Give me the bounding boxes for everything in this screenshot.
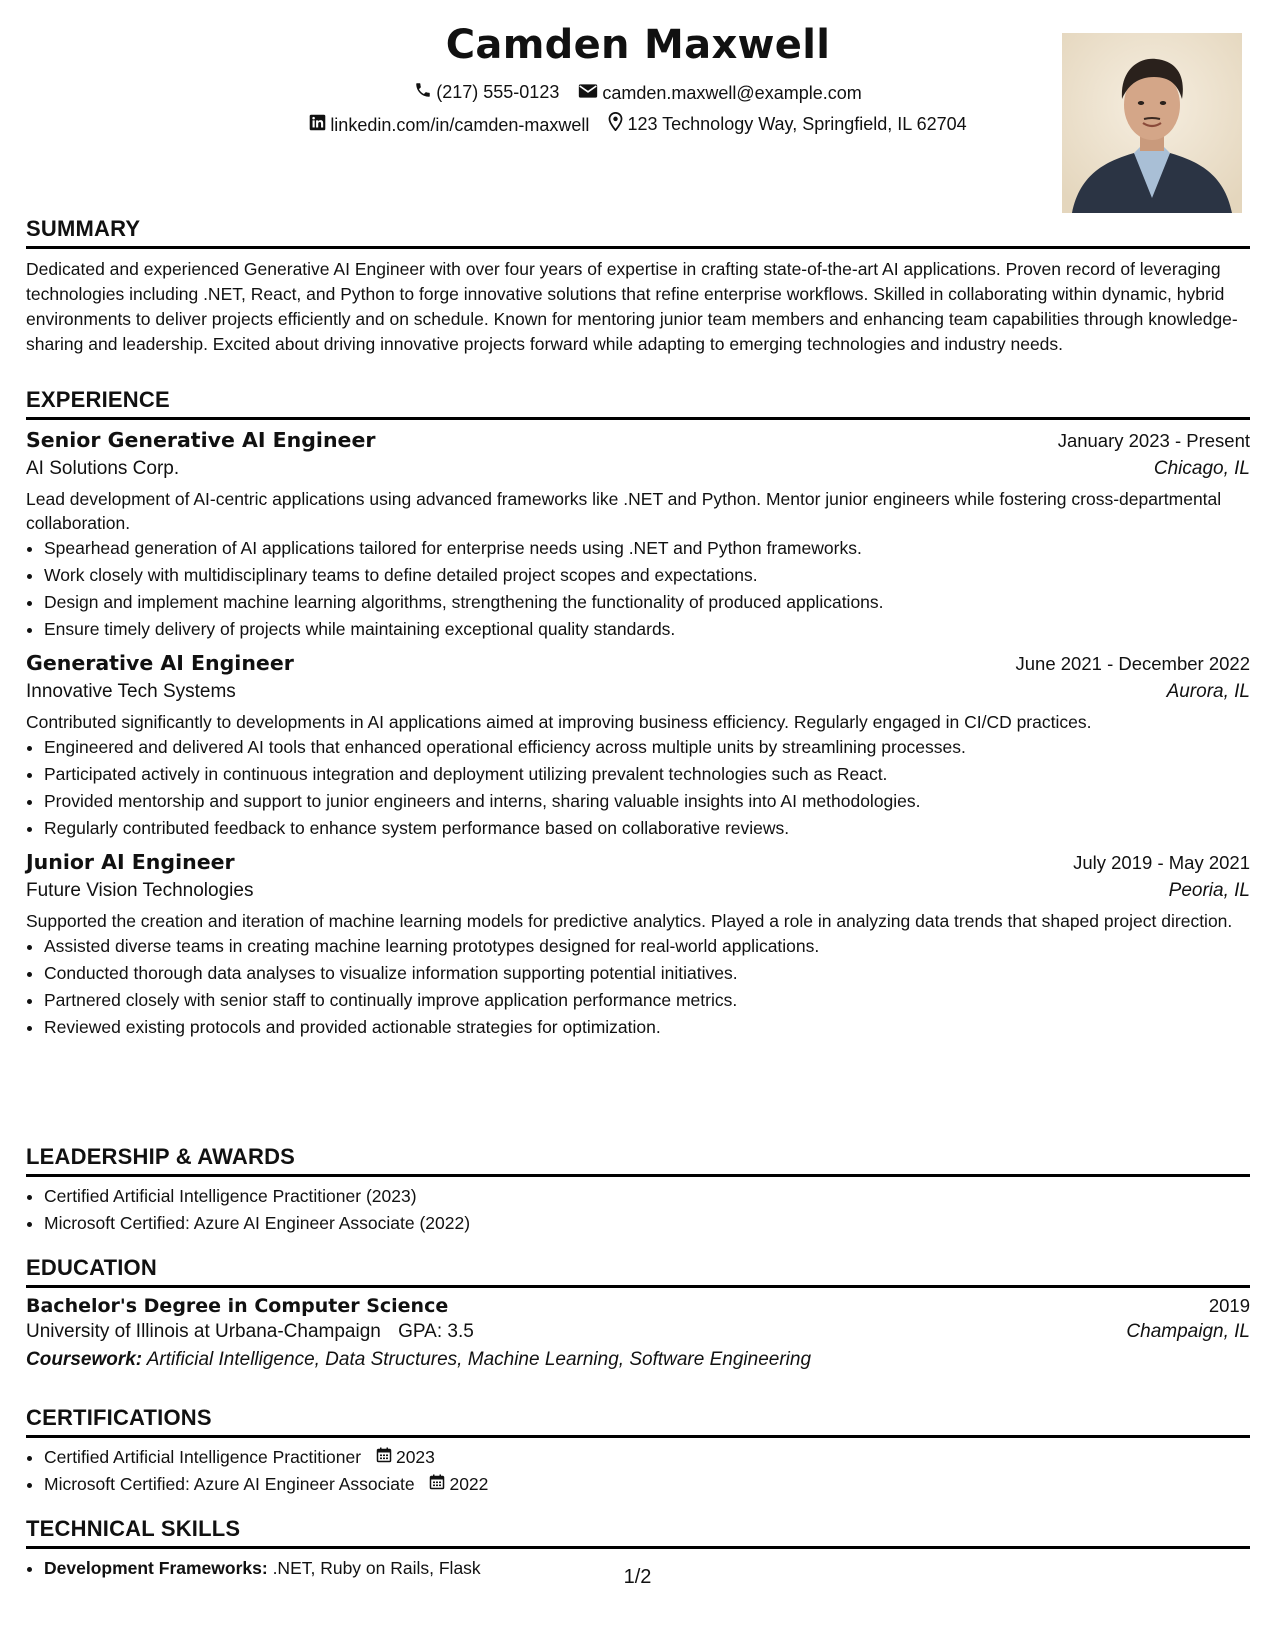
job-title: Junior AI Engineer [26,850,235,874]
job-title: Senior Generative AI Engineer [26,428,376,452]
list-item: • Engineered and delivered AI tools that enhanced operational efficiency across multiple units by streamlining processes. [44,734,1250,761]
job-bullets [26,933,1250,1041]
experience-section [26,387,1250,1041]
gpa: GPA: 3.5 [398,1321,474,1342]
page-number: 1/2 [623,1566,652,1588]
job-entry [26,651,1250,842]
job-title: Generative AI Engineer [26,651,294,675]
certifications-list [26,1444,1250,1498]
coursework-label: Coursework: [26,1349,143,1370]
phone-number: (217) 555-0123 [436,82,560,102]
list-item: • Design and implement machine learning algorithms, strengthening the functionality of produced applications. [44,589,1250,616]
job-location: Chicago, IL [1153,458,1250,479]
company-name: Innovative Tech Systems [26,681,236,702]
email-contact[interactable] [578,83,861,104]
list-item [44,1471,1250,1498]
education-section [26,1255,1250,1371]
phone-icon [414,81,436,104]
technical-skills-heading: TECHNICAL SKILLS [26,1516,1250,1549]
summary-text: Dedicated and experienced Generative AI Engineer with over four years of expertise in crafting state-of-the-art AI applications. Proven record of leveraging technologies including .NET, React, and Python to forge innovative solutions that refine enterprise workflows. Skilled in collaborating within dynamic, hybrid environments to deliver projects efficiently and on schedule. Known for mentoring junior team members and enhancing team capabilities through knowledge-sharing and leadership. Excited about driving innovative projects forward while adapting to emerging technologies and industry needs. [26,259,1238,354]
certification-year: 2023 [395,1447,435,1467]
linkedin-contact[interactable] [309,114,589,136]
certifications-section [26,1405,1250,1498]
profile-photo [1062,33,1242,213]
list-item: • Regularly contributed feedback to enhance system performance based on collaborative reviews. [44,815,1250,842]
company-name: AI Solutions Corp. [26,458,180,479]
job-bullets [26,734,1250,842]
degree-title: Bachelor's Degree in Computer Science [26,1295,449,1317]
coursework-list: Artificial Intelligence, Data Structures, Machine Learning, Software Engineering [146,1349,812,1370]
list-item: • Work closely with multidisciplinary teams to define detailed project scopes and expectations. [44,562,1250,589]
list-item: • Participated actively in continuous integration and deployment utilizing prevalent technologies such as React. [44,761,1250,788]
resume-header [26,0,1250,216]
summary-section [26,216,1250,357]
linkedin-url[interactable]: linkedin.com/in/camden-maxwell [330,114,590,135]
job-location: Peoria, IL [1168,880,1250,901]
resume-page [26,0,1250,1578]
list-item [44,1444,1250,1471]
envelope-icon [578,83,602,104]
list-item: • Provided mentorship and support to junior engineers and interns, sharing valuable insights into AI methodologies. [44,788,1250,815]
job-dates: June 2021 - December 2022 [1015,653,1250,674]
skill-category-label: Development Frameworks: [44,1558,268,1578]
list-item: • Partnered closely with senior staff to continually improve application performance metrics. [44,987,1250,1014]
certification-name: Microsoft Certified: Azure AI Engineer Associate [44,1474,415,1494]
leadership-heading: LEADERSHIP & AWARDS [26,1144,1250,1177]
job-description: Contributed significantly to developments in AI applications aimed at improving business efficiency. Regularly engaged in CI/CD practices. [26,712,1092,732]
company-name: Future Vision Technologies [26,880,254,901]
job-bullets [26,535,1250,643]
phone-contact [414,81,559,104]
address-contact [608,112,966,136]
school-location: Champaign, IL [1126,1321,1250,1342]
education-heading: EDUCATION [26,1255,1250,1288]
graduation-year: 2019 [1208,1295,1250,1316]
job-dates: July 2019 - May 2021 [1073,852,1250,873]
calendar-icon [376,1444,396,1471]
certification-year: 2022 [449,1474,489,1494]
list-item: • Assisted diverse teams in creating machine learning prototypes designed for real-world applications. [44,933,1250,960]
linkedin-icon [309,114,330,136]
candidate-name: Camden Maxwell [445,22,831,68]
awards-list [26,1183,1250,1237]
street-address: 123 Technology Way, Springfield, IL 62704 [627,113,967,134]
email-address[interactable]: camden.maxwell@example.com [602,83,862,103]
certification-name: Certified Artificial Intelligence Practitioner [44,1447,362,1467]
school-name: University of Illinois at Urbana-Champaign [26,1321,381,1342]
list-item: • Conducted thorough data analyses to visualize information supporting potential initiatives. [44,960,1250,987]
leadership-section [26,1144,1250,1237]
job-dates: January 2023 - Present [1057,430,1250,451]
job-entry [26,428,1250,643]
job-location: Aurora, IL [1166,681,1250,702]
coursework [26,1349,1250,1371]
list-item: • Certified Artificial Intelligence Practitioner (2023) [44,1183,1250,1210]
map-pin-icon [608,112,627,136]
summary-heading: SUMMARY [26,216,1250,249]
list-item: • Ensure timely delivery of projects while maintaining exceptional quality standards. [44,616,1250,643]
skill-values: .NET, Ruby on Rails, Flask [272,1558,481,1578]
job-description: Lead development of AI-centric applications using advanced frameworks like .NET and Python. Mentor junior engineers while fostering cross-departmental collaboration. [26,489,1222,533]
list-item: • Reviewed existing protocols and provided actionable strategies for optimization. [44,1014,1250,1041]
experience-heading: EXPERIENCE [26,387,1250,420]
certifications-heading: CERTIFICATIONS [26,1405,1250,1438]
list-item: • Microsoft Certified: Azure AI Engineer Associate (2022) [44,1210,1250,1237]
job-entry [26,850,1250,1041]
calendar-icon [429,1471,449,1498]
list-item: • Spearhead generation of AI applications tailored for enterprise needs using .NET and Python frameworks. [44,535,1250,562]
job-description: Supported the creation and iteration of machine learning models for predictive analytics. Played a role in analyzing data trends that shaped project direction. [26,911,1233,931]
